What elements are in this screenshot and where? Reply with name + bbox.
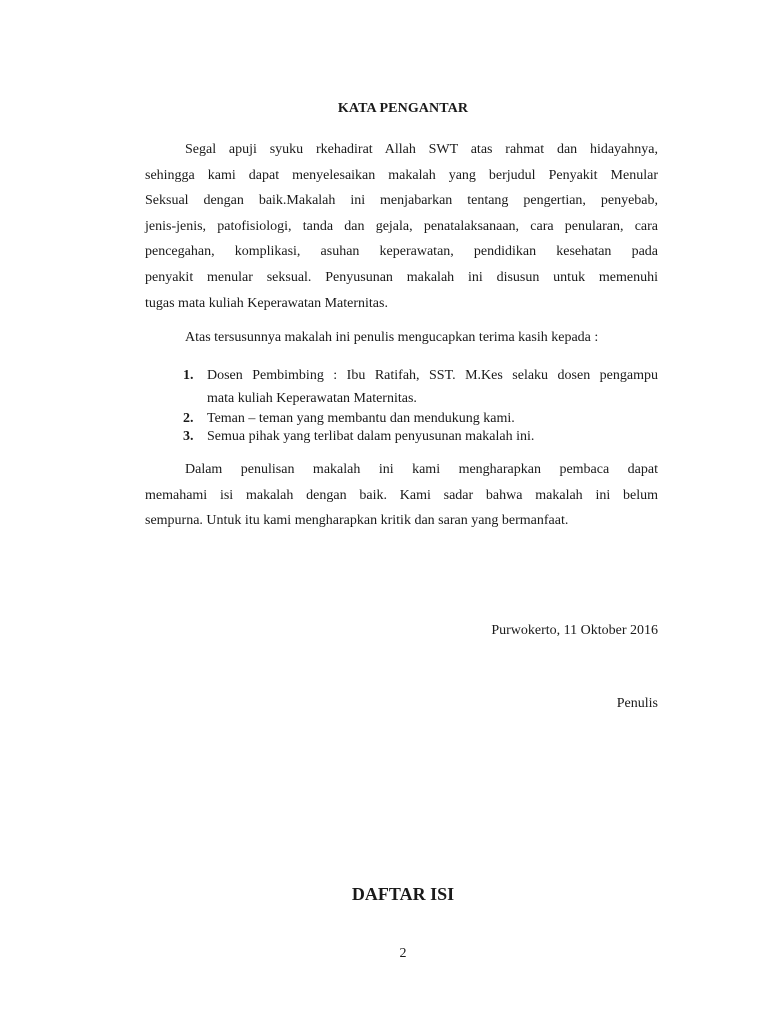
paragraph-line: sempurna. Untuk itu kami mengharapkan kritik dan saran yang bermanfaat. bbox=[145, 513, 569, 529]
paragraph-line: sehingga kami dapat menyelesaikan makalah yang berjudul Penyakit Menular bbox=[145, 167, 658, 183]
paragraph-line: Seksual dengan baik.Makalah ini menjabarkan tentang pengertian, penyebab, bbox=[145, 193, 658, 209]
signature-author: Penulis bbox=[616, 696, 658, 711]
opening-paragraph bbox=[145, 137, 658, 316]
paragraph-line: tugas mata kuliah Keperawatan Maternitas. bbox=[145, 295, 388, 311]
list-item-line: Dosen Pembimbing : Ibu Ratifah, SST. M.Kes selaku dosen pengampu bbox=[207, 368, 658, 383]
closing-paragraph bbox=[145, 457, 658, 534]
list-item bbox=[183, 428, 658, 446]
thanks-list bbox=[183, 364, 658, 446]
paragraph-line: Dalam penulisan makalah ini kami mengharapkan pembaca dapat bbox=[185, 462, 658, 477]
signature-place-date: Purwokerto, 11 Oktober 2016 bbox=[491, 623, 658, 638]
paragraph-line: Segal apuji syuku rkehadirat Allah SWT atas rahmat dan hidayahnya, bbox=[185, 142, 658, 157]
page-number: 2 bbox=[399, 946, 407, 961]
list-item-line: mata kuliah Keperawatan Maternitas. bbox=[207, 391, 417, 406]
paragraph-line: memahami isi makalah dengan baik. Kami sadar bahwa makalah ini belum bbox=[145, 487, 658, 503]
page-title: KATA PENGANTAR bbox=[337, 101, 469, 116]
paragraph-line: penyakit menular seksual. Penyusunan makalah ini disusun untuk memenuhi bbox=[145, 269, 658, 285]
list-number: 1. bbox=[183, 368, 194, 383]
list-item-text: Semua pihak yang terlibat dalam penyusunan makalah ini. bbox=[207, 429, 535, 444]
paragraph-line: pencegahan, komplikasi, asuhan keperawatan, pendidikan kesehatan pada bbox=[145, 244, 658, 260]
list-item-text: Teman – teman yang membantu dan mendukung kami. bbox=[207, 411, 515, 426]
list-item bbox=[183, 410, 658, 428]
list-number: 2. bbox=[183, 411, 194, 426]
list-item bbox=[183, 364, 658, 410]
thanks-intro: Atas tersusunnya makalah ini penulis mengucapkan terima kasih kepada : bbox=[185, 330, 599, 345]
list-number: 3. bbox=[183, 429, 194, 444]
paragraph-line: jenis-jenis, patofisiologi, tanda dan gejala, penatalaksanaan, cara penularan, cara bbox=[145, 218, 658, 234]
next-section-heading: DAFTAR ISI bbox=[351, 884, 455, 904]
